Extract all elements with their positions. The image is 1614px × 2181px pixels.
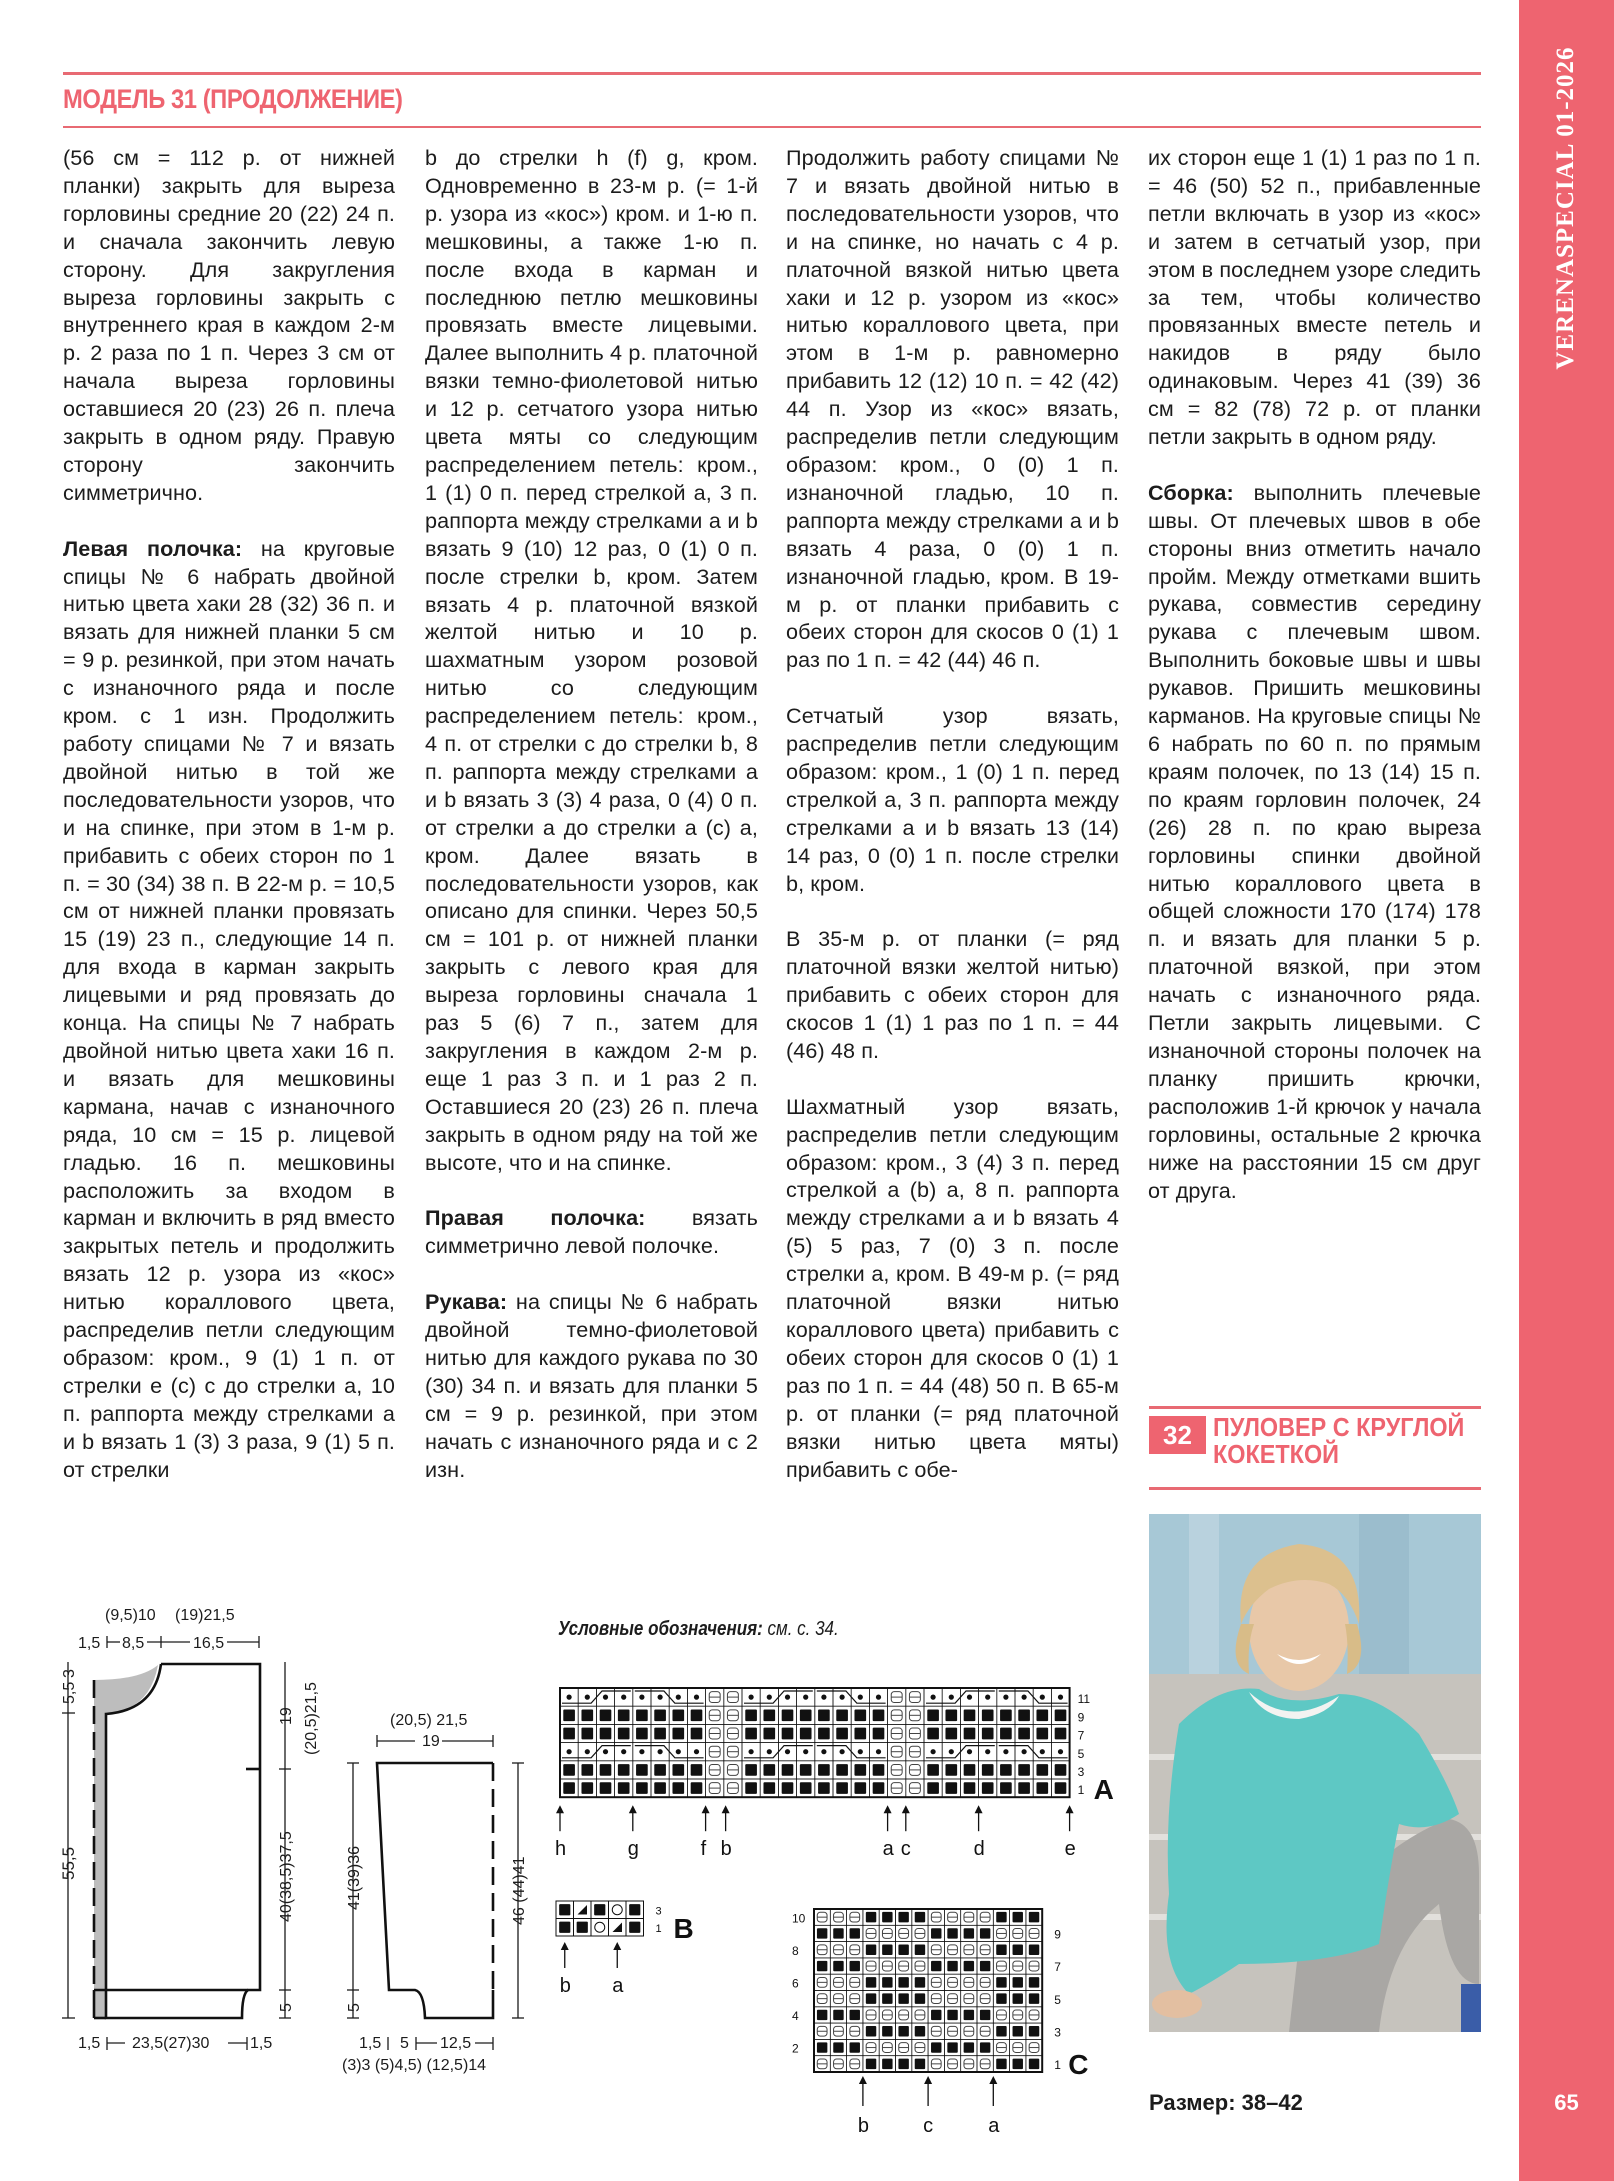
svg-text:1,5: 1,5 bbox=[359, 2035, 382, 2052]
paragraph-label: Левая полочка: bbox=[63, 535, 243, 561]
svg-text:b: b bbox=[559, 1975, 571, 1997]
svg-text:C: C bbox=[1068, 2049, 1089, 2080]
svg-text:8,5: 8,5 bbox=[122, 1635, 145, 1652]
svg-text:5,5: 5,5 bbox=[61, 1681, 78, 1704]
paragraph: Левая полочка: на круговые спицы № 6 набрать двойной нитью цвета хаки 28 (32) 36 п. и вязать для нижней планки 5 см = 9 р. резинкой, при этом начать с изнаночного ряда и после кром. с 1 изн. Продолжить работу спицами № 7 и вязать двойной нитью в той же последовательности узоров, что и на спинке, при этом в 1-м р. прибавить с обеих сторон по 1 п. = 30 (34) 38 п. В 22-м р. = 10,5 см от нижней планки провязать 15 (19) 23 п., следующие 14 п. для входа в карман закрыть лицевыми и ряд провязать до конца. На спицы № 7 набрать двойной нитью цвета хаки 16 п. и вязать для мешковины кармана, начав с изнаночного ряда, 10 см = 15 р. лицевой гладью. 16 п. мешковины расположить за входом в карман и включить в ряд вместо закрытых петель и продолжить вязать 12 р. узора из «кос» нитью кораллового цвета, распределив петли следующим образом: кром., 9 (1) 1 п. от стрелки e (c) с до стрелки a, 10 п. раппорта между стрелками a и b вязать 1 (3) 3 раза, 9 (1) 5 п. от стрелки bbox=[63, 535, 395, 1482]
svg-text:23,5(27)30: 23,5(27)30 bbox=[132, 2035, 210, 2052]
paragraph-label: Сборка: bbox=[1148, 479, 1234, 505]
paragraph: Сборка: выполнить плечевые швы. От плечевых швов в обе стороны вниз отметить начало пройм. Между отметками вшить рукава, совместив середину рукава с плечевым швом. Выполнить боковые швы и швы рукавов. Пришить мешковины карманов. На круговые спицы № 6 набрать по 60 п. по прямым краям полочек, по 13 (14) 15 п. по краям горловин полочек, 24 (26) 28 п. по краю выреза горловины спинки двойной нитью кораллового цвета в общей сложности 170 (174) 178 п. и вязать для планки 5 р. платочной вязкой, при этом начать с изнаночного ряда. Петли закрыть лицевыми. С изнаночной стороны полочек на планку пришить крючки, расположив 1-й крючок у начала горловины, остальные 2 крючка ниже на расстоянии 15 см друг от друга. bbox=[1148, 479, 1481, 1203]
svg-text:2: 2 bbox=[792, 2041, 799, 2056]
svg-text:19: 19 bbox=[422, 1733, 440, 1750]
paragraph: Продолжить работу спицами № 7 и вязать двойной нитью в последовательности узоров, что и на спинке, но начать с 4 р. платочной вязкой нитью цвета хаки и 12 р. узором из «кос» нитью кораллового цвета, при этом в 1-м р. равномерно прибавить 12 (12) 10 п. = 42 (42) 44 п. Узор из «кос» вязать, распределив петли следующим образом: кром., 0 (0) 1 п. изнаночной гладью, 10 п. раппорта между стрелками a и b вязать 4 раза, 0 (0) 1 п. изнаночной гладью, кром. В 19-м р. от планки прибавить с обеих сторон для скосов 0 (1) 1 раз по 1 п. = 42 (44) 46 п. bbox=[786, 145, 1119, 673]
svg-text:g: g bbox=[627, 1838, 639, 1861]
paragraph: Рукава: на спицы № 6 набрать двойной темно-фиолетовой нитью для каждого рукава по 30 (30) 34 п. и вязать для планки 5 см = 9 р. резинкой, при этом начать с изнаночного ряда и с 2 изн. bbox=[425, 1289, 758, 1482]
svg-text:d: d bbox=[973, 1838, 985, 1861]
svg-text:11: 11 bbox=[1077, 1692, 1091, 1707]
svg-text:1,5: 1,5 bbox=[250, 2035, 273, 2052]
svg-text:7: 7 bbox=[1077, 1728, 1085, 1743]
svg-text:9: 9 bbox=[1077, 1710, 1085, 1725]
svg-text:3: 3 bbox=[655, 1905, 662, 1918]
header-rule-bottom bbox=[63, 126, 1481, 128]
svg-text:e: e bbox=[1064, 1838, 1076, 1861]
svg-text:16,5: 16,5 bbox=[193, 1635, 225, 1652]
svg-text:(20,5)21,5: (20,5)21,5 bbox=[303, 1682, 320, 1755]
paragraph: их сторон еще 1 (1) 1 раз по 1 п. = 46 (50) 52 п., прибавленные петли включать в узор из «кос» и затем в сетчатый узор, при этом в последнем узоре следить за тем, чтобы количество провязанных вместе петель и накидов в ряду было одинаковым. Через 41 (39) 36 см = 82 (78) 72 р. от планки петли закрыть в одном ряду. bbox=[1148, 145, 1481, 450]
svg-text:1: 1 bbox=[655, 1923, 662, 1935]
chart-a bbox=[555, 1678, 1116, 1861]
svg-text:10: 10 bbox=[792, 1911, 806, 1926]
header-rule-top bbox=[63, 72, 1481, 75]
text-column-1 bbox=[63, 144, 395, 1511]
svg-text:(3)3 (5)4,5) (12,5)14: (3)3 (5)4,5) (12,5)14 bbox=[342, 2057, 487, 2074]
svg-text:41(39)36: 41(39)36 bbox=[346, 1845, 363, 1910]
model32-rule-top bbox=[1149, 1406, 1481, 1409]
svg-text:f: f bbox=[700, 1838, 707, 1861]
svg-text:(9,5)10: (9,5)10 bbox=[105, 1607, 156, 1624]
paragraph: В 35-м р. от планки (= ряд платочной вязки желтой нитью) прибавить с обеих сторон для скосов 1 (1) 1 раз по 1 п. = 44 (46) 48 п. bbox=[786, 926, 1119, 1063]
paragraph: Сетчатый узор вязать, распределив петли следующим образом: кром., 1 (0) 1 п. перед стрелкой a, 3 п. раппорта между стрелками a и b вязать 13 (14) 14 раз, 0 (0) 1 п. после стрелки b, кром. bbox=[786, 703, 1119, 896]
svg-text:12,5: 12,5 bbox=[440, 2035, 472, 2052]
model-title: ПУЛОВЕР С КРУГЛОЙ КОКЕТКОЙ bbox=[1213, 1412, 1465, 1469]
svg-text:5: 5 bbox=[278, 2003, 295, 2012]
model-number-badge: 32 bbox=[1149, 1416, 1206, 1454]
paragraph-label: Правая полочка: bbox=[425, 1205, 646, 1231]
svg-text:55,5: 55,5 bbox=[59, 1846, 78, 1880]
svg-text:5: 5 bbox=[346, 2003, 363, 2012]
svg-text:5: 5 bbox=[1077, 1746, 1085, 1761]
svg-text:3: 3 bbox=[61, 1669, 78, 1678]
svg-text:A: A bbox=[1093, 1774, 1114, 1806]
svg-text:(19)21,5: (19)21,5 bbox=[175, 1607, 235, 1624]
chart-b bbox=[553, 1895, 733, 2005]
section-title: МОДЕЛЬ 31 (ПРОДОЛЖЕНИЕ) bbox=[63, 84, 403, 114]
svg-text:19: 19 bbox=[278, 1707, 295, 1725]
legend-note: Условные обозначения: см. с. 34. bbox=[558, 1618, 839, 1640]
svg-text:a: a bbox=[988, 2115, 1000, 2137]
text-column-2 bbox=[425, 144, 758, 1511]
page-number: 65 bbox=[1554, 2090, 1579, 2115]
svg-text:1,5: 1,5 bbox=[78, 1635, 101, 1652]
paragraph: (56 см = 112 р. от нижней планки) закрыть для выреза горловины средние 20 (22) 24 п. и сначала закончить левую сторону. Для закругления выреза горловины закрыть с внутреннего края в каждом 2-м р. 2 раза по 1 п. Через 3 см от начала выреза горловины оставшиеся 20 (23) 26 п. плеча закрыть в одном ряду. Правую сторону закончить симметрично. bbox=[63, 145, 395, 505]
photo-illustration bbox=[1149, 1514, 1481, 2032]
paragraph: b до стрелки h (f) g, кром. Одновременно в 23-м р. (= 1-й р. узора из «кос») кром. и 1-ю п. мешковины, а также 1-ю п. после входа в карман и последнюю петлю мешковины провязать вместе лицевыми. Далее выполнить 4 р. платочной вязки темно-фиолетовой нитью и 12 р. сетчатого узора нитью цвета мяты со следующим распределением петель: кром., 1 (1) 0 п. перед стрелкой a, 3 п. раппорта между стрелками a и b вязать 9 (10) 12 раз, 0 (1) 0 п. после стрелки b, кром. Затем вязать 4 р. платочной вязкой желтой нитью и 10 р. шахматным узором розовой нитью со следующим распределением петель: кром., 4 п. от стрелки c до стрелки b, 8 п. раппорта между стрелками a и b вязать 3 (3) 4 раза, 0 (4) 0 п. от стрелки a до стрелки a (c) a, кром. Далее вязать в последовательности узоров, как описано для спинки. Через 50,5 см = 101 р. от нижней планки закрыть с левого края для выреза горловины сначала 1 раз 5 (6) 7 п., затем для закругления в каждом 2-м р. еще 1 раз 3 п. и 1 раз 2 п. Оставшиеся 20 (23) 26 п. плеча закрыть в одном ряду на той же высоте, что и на спинке. bbox=[425, 145, 758, 1175]
svg-text:b: b bbox=[857, 2115, 870, 2137]
svg-text:1: 1 bbox=[1077, 1783, 1085, 1798]
svg-text:5: 5 bbox=[1054, 1992, 1061, 2007]
svg-text:9: 9 bbox=[1054, 1927, 1061, 1942]
svg-text:3: 3 bbox=[1054, 2025, 1061, 2040]
svg-text:h: h bbox=[555, 1838, 567, 1861]
svg-text:4: 4 bbox=[792, 2009, 799, 2024]
text-column-3 bbox=[786, 144, 1119, 1511]
svg-text:1: 1 bbox=[1054, 2058, 1061, 2072]
svg-text:8: 8 bbox=[792, 1943, 799, 1958]
model32-rule-bottom bbox=[1149, 1487, 1481, 1490]
size-label: Размер: 38–42 bbox=[1149, 2090, 1303, 2115]
svg-text:3: 3 bbox=[1077, 1765, 1085, 1779]
text-column-4 bbox=[1148, 144, 1481, 1232]
magazine-title: VERENASPECIAL 01-2026 bbox=[1552, 46, 1579, 370]
svg-text:6: 6 bbox=[792, 1976, 799, 1991]
paragraph-label: Рукава: bbox=[425, 1289, 508, 1315]
front-schematic bbox=[50, 1600, 550, 2100]
svg-text:5: 5 bbox=[400, 2035, 409, 2052]
svg-text:a: a bbox=[882, 1838, 894, 1861]
svg-text:c: c bbox=[923, 2115, 934, 2137]
svg-text:46 (44)41: 46 (44)41 bbox=[511, 1856, 528, 1925]
svg-text:1,5: 1,5 bbox=[78, 2035, 101, 2052]
svg-text:B: B bbox=[673, 1913, 694, 1944]
chart-c bbox=[780, 1870, 1130, 2137]
svg-text:40(38,5)37,5: 40(38,5)37,5 bbox=[278, 1831, 295, 1922]
paragraph: Правая полочка: вязать симметрично левой полочке. bbox=[425, 1205, 758, 1259]
svg-text:(20,5) 21,5: (20,5) 21,5 bbox=[390, 1712, 468, 1729]
paragraph: Шахматный узор вязать, распределив петли следующим образом: кром., 3 (4) 3 п. перед стрелкой a (b) a, 8 п. раппорта между стрелками a и b вязать 4 (5) 5 раз, 7 (0) 3 п. после стрелки a, кром. В 49-м р. (= ряд платочной вязки нитью кораллового цвета) прибавить с обеих сторон для скосов 0 (1) 1 раз по 1 п. = 44 (48) 50 п. В 65-м р. от планки (= ряд платочной вязки нитью цвета мяты) прибавить с обе- bbox=[786, 1093, 1119, 1482]
svg-text:7: 7 bbox=[1054, 1960, 1061, 1975]
svg-text:b: b bbox=[720, 1838, 732, 1861]
svg-text:c: c bbox=[900, 1838, 911, 1861]
model-photo bbox=[1149, 1514, 1481, 2032]
svg-text:a: a bbox=[612, 1975, 624, 1997]
